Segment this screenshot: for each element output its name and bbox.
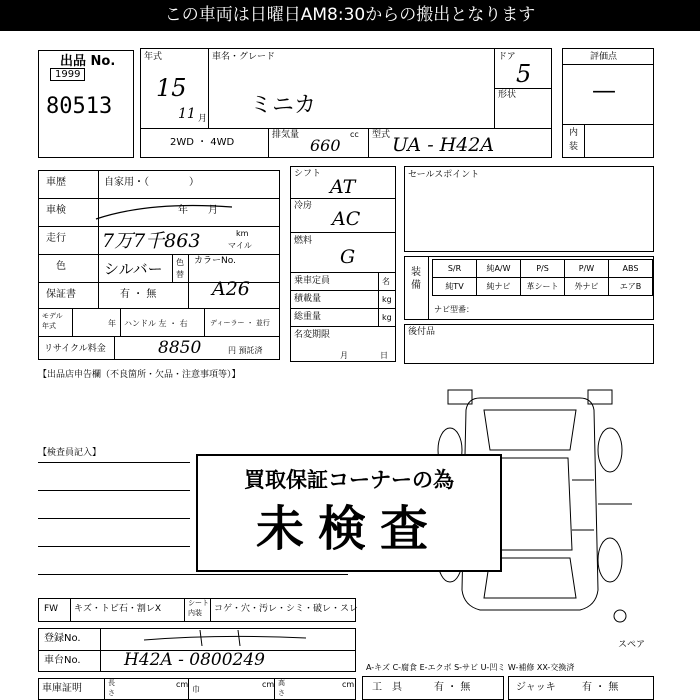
displacement-unit: cc <box>350 130 359 139</box>
long-label-1: 長 <box>108 679 115 687</box>
chassis-value: H42A - 0800249 <box>124 650 265 670</box>
history-value: 自家用・（ ） <box>104 177 199 188</box>
equipment-cell: 外ナビ <box>564 277 609 296</box>
banner-text: この車両は日曜日AM8:30からの搬出となります <box>164 5 536 25</box>
color-value: シルバー <box>104 260 163 278</box>
drive-label: 2WD ・ 4WD <box>170 137 235 148</box>
door-value: 5 <box>516 60 532 88</box>
colorno-value: A26 <box>212 278 250 300</box>
shift-value: AT <box>330 176 356 198</box>
chassis-label: 車台No. <box>44 655 81 666</box>
capacity-unit: 名 <box>382 277 390 286</box>
seat-label-2: 内装 <box>188 609 202 617</box>
spare-label: スペア <box>618 640 646 650</box>
navi-label: ナビ型番： <box>434 305 474 314</box>
nenshiki-month: 11 <box>178 106 196 122</box>
model-year-unit: 年 <box>108 319 116 328</box>
load-unit: kg <box>382 295 392 304</box>
height-label-2: さ <box>278 689 285 697</box>
registration-strike <box>140 626 310 648</box>
fw-desc: キズ・トビ石・割レX <box>74 604 161 614</box>
shaken-label: 車検 <box>46 205 66 216</box>
width-unit: cm <box>262 680 275 689</box>
history-label: 車歴 <box>46 177 66 188</box>
banner <box>0 0 700 31</box>
aircon-value: AC <box>332 208 361 230</box>
name-change-day: 日 <box>380 351 388 360</box>
model-label: 車名・グレード <box>212 52 276 62</box>
shape-label: 形状 <box>498 90 517 100</box>
equipment-cell: エアB <box>608 277 653 296</box>
colorno-label: カラーNo. <box>194 256 236 266</box>
mileage-unit-km: km <box>236 229 249 238</box>
mileage-value: 7万7千863 <box>102 230 201 252</box>
shaken-value: 年 月 <box>178 205 218 216</box>
score-label: 評価点 <box>590 52 618 62</box>
height-unit: cm <box>342 680 355 689</box>
recycle-suffix: 円 預託済 <box>228 346 263 355</box>
katashiki-label: 型式 <box>372 130 391 140</box>
width-label: 巾 <box>192 685 200 694</box>
damage-legend: A-キズ C-腐食 E-エクボ S-サビ U-凹ミ W-補修 XX-交換済 <box>366 663 575 672</box>
inspector-label: 【検査員記入】 <box>38 448 102 458</box>
fuel-value: G <box>340 246 356 268</box>
interior-label-2: 装 <box>569 142 579 152</box>
lot-number: 80513 <box>46 94 113 119</box>
door-label: ドア <box>498 52 516 62</box>
lot-sub: 1999 <box>50 68 85 81</box>
aftermarket-box <box>404 324 654 364</box>
stamp-box <box>196 454 502 572</box>
equipment-cell: S/R <box>432 259 477 278</box>
equipment-cell: 純TV <box>432 277 477 296</box>
mileage-unit-mile: マイル <box>228 241 252 250</box>
aircon-label: 冷房 <box>294 201 313 211</box>
nenshiki-month-unit: 月 <box>198 114 208 124</box>
sales-point-label: セールスポイント <box>408 170 480 180</box>
name-change-month: 月 <box>340 351 348 360</box>
weight-label: 総重量 <box>294 312 322 322</box>
long-unit: cm <box>176 680 189 689</box>
tools-label: 工 具 <box>372 682 402 693</box>
model-year-label-1: モデル <box>42 312 63 320</box>
handle-value: ハンドル 左 ・ 右 <box>124 319 188 328</box>
certificate-label: 車庫証明 <box>42 683 82 694</box>
equipment-cell: 革シート <box>520 277 565 296</box>
seat-label-1: シート <box>188 599 209 607</box>
height-label-1: 高 <box>278 679 285 687</box>
equipment-cell: 純A/W <box>476 259 521 278</box>
displacement-value: 660 <box>310 136 341 155</box>
fw-label: FW <box>44 604 59 614</box>
jack-value: 有 ・ 無 <box>582 682 619 693</box>
seat-desc: コゲ・穴・汚レ・シミ・破レ・スレ <box>214 604 359 614</box>
long-label-2: さ <box>108 689 115 697</box>
displacement-label: 排気量 <box>272 130 300 140</box>
name-change-label: 名変期限 <box>294 330 331 340</box>
warranty-value: 有 ・ 無 <box>120 289 157 300</box>
color-sub-2: 替 <box>176 270 184 279</box>
capacity-label: 乗車定員 <box>294 276 331 286</box>
lot-label: 出品 No. <box>60 54 116 69</box>
interior-label-1: 内 <box>569 128 579 138</box>
katashiki-value: UA - H42A <box>392 134 495 156</box>
equipment-cell: P/W <box>564 259 609 278</box>
model-year-label-2: 年式 <box>42 322 56 330</box>
declaration-label: 【出品店申告欄（不良箇所・欠品・注意事項等）】 <box>38 370 241 380</box>
tools-value: 有 ・ 無 <box>434 682 471 693</box>
dealer-value: ディーラー ・ 並行 <box>210 319 270 327</box>
equipment-cell: ABS <box>608 259 653 278</box>
nenshiki-label: 年式 <box>144 52 163 62</box>
weight-unit: kg <box>382 313 392 322</box>
mileage-label: 走行 <box>46 233 66 244</box>
equipment-cell: P/S <box>520 259 565 278</box>
fuel-label: 燃料 <box>294 236 313 246</box>
shift-label: シフト <box>294 169 322 179</box>
stamp-line-1: 買取保証コーナーの為 <box>244 468 454 492</box>
load-label: 積載量 <box>294 294 322 304</box>
stamp-line-2: 未検査 <box>255 501 442 557</box>
nenshiki-year: 15 <box>156 74 187 102</box>
recycle-label: リサイクル料金 <box>44 344 106 354</box>
jack-label: ジャッキ <box>516 682 556 693</box>
model-value: ミニカ <box>250 93 317 118</box>
score-value: — <box>592 76 616 104</box>
color-label: 色 <box>56 261 66 272</box>
warranty-label: 保証書 <box>46 289 76 300</box>
aftermarket-label: 後付品 <box>408 327 436 337</box>
equipment-cell: 純ナビ <box>476 277 521 296</box>
strike-mark <box>90 195 240 227</box>
recycle-value: 8850 <box>158 338 202 358</box>
color-sub-1: 色 <box>176 258 184 267</box>
registration-label: 登録No. <box>44 633 81 644</box>
equipment-label: 装備 <box>411 267 421 291</box>
